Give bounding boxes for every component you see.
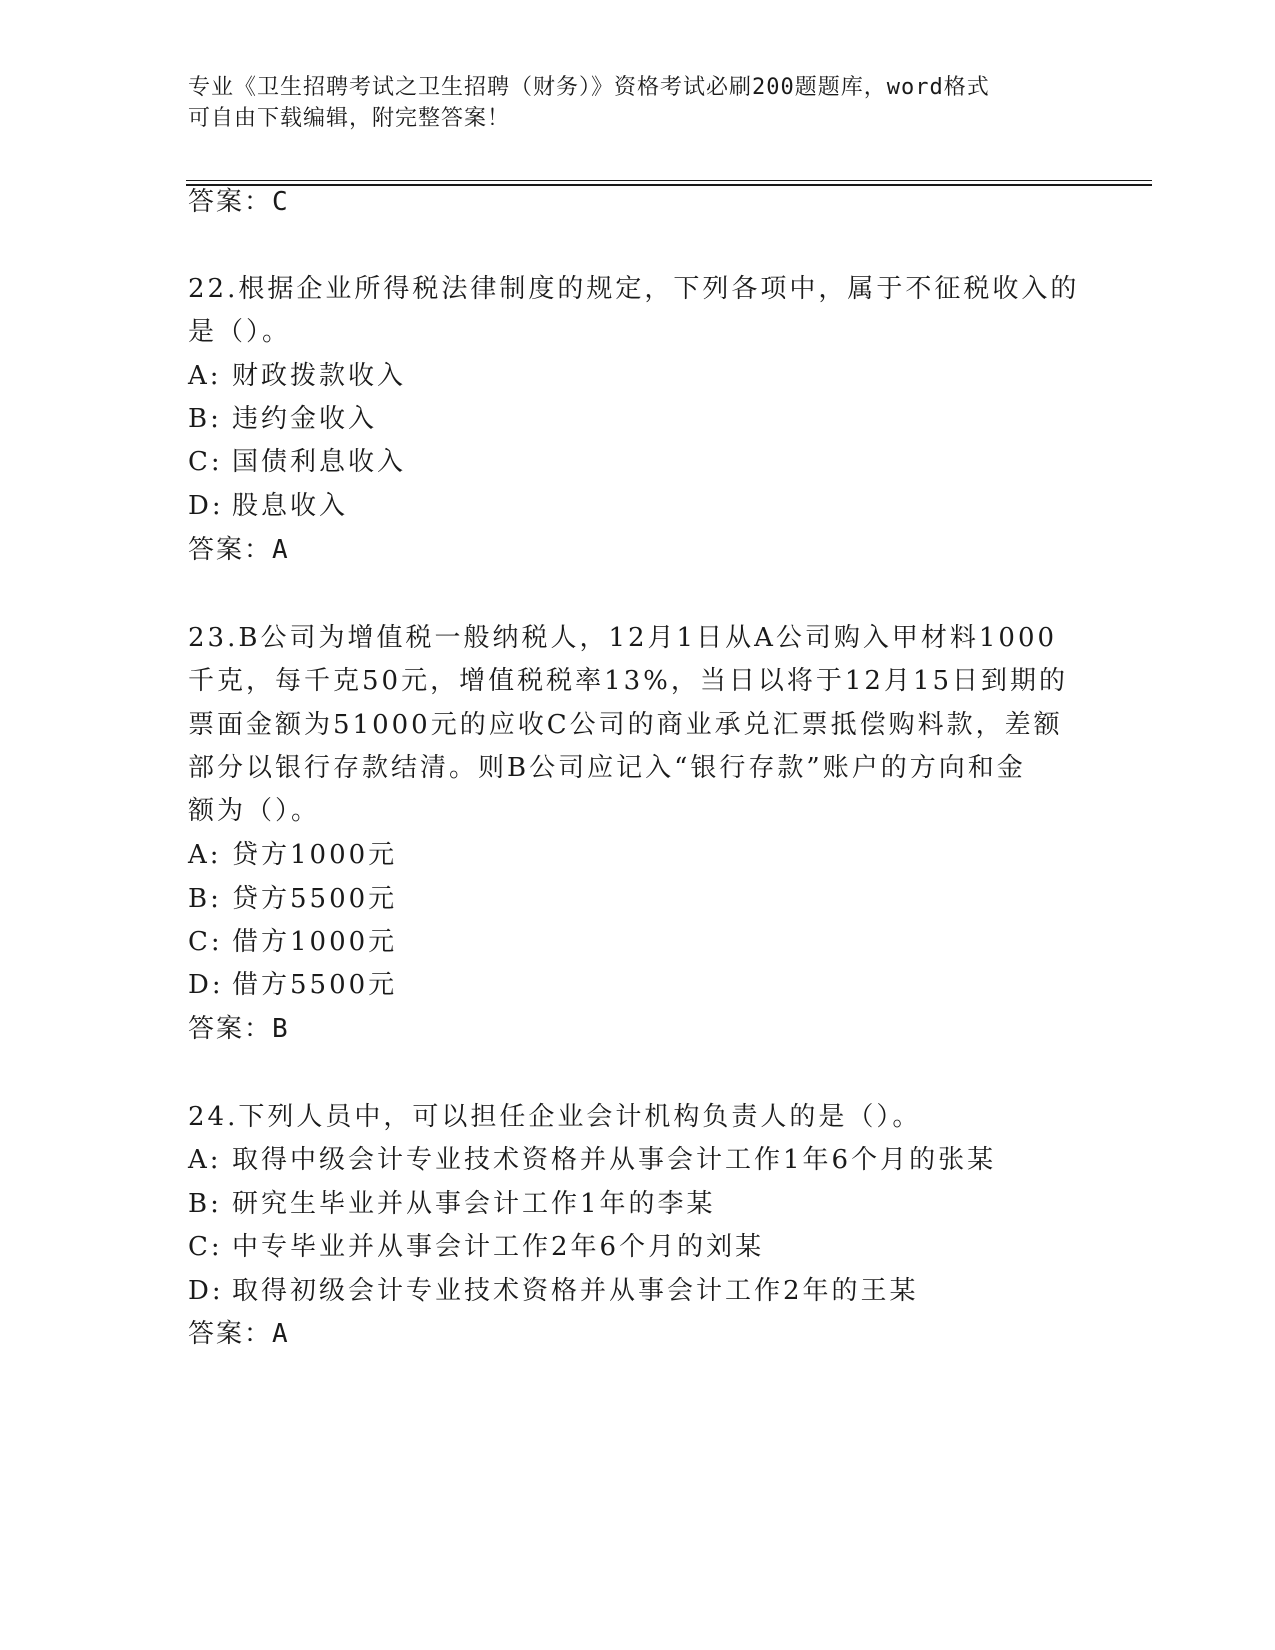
question-23-stem-line-1: 23.B公司为增值税一般纳税人，12月1日从A公司购入甲材料1000 [188,623,1058,653]
option-letter: D: [188,970,224,1000]
option-letter: B: [188,884,222,914]
option-text: 贷方1000元 [232,840,398,870]
option-letter: B: [188,404,222,434]
option-letter: D: [188,491,224,521]
option-text: 股息收入 [232,491,349,521]
question-23-option-b [188,881,397,917]
option-text: 研究生毕业并从事会计工作1年的李某 [232,1189,716,1219]
question-22-option-c [188,444,406,480]
question-23-answer: 答案：B [188,1014,290,1044]
question-24-option-b [188,1186,716,1222]
option-text: 国债利息收入 [232,447,407,477]
header-divider-thick [186,184,1152,186]
option-letter: D: [188,1276,224,1306]
question-22-answer: 答案：A [188,535,290,565]
question-23-option-a [188,837,397,873]
option-text: 取得初级会计专业技术资格并从事会计工作2年的王某 [232,1276,919,1306]
option-text: 借方5500元 [232,970,398,1000]
option-text: 借方1000元 [232,927,398,957]
question-23-option-c [188,924,397,960]
question-24-stem-line-1: 24.下列人员中，可以担任企业会计机构负责人的是（）。 [188,1102,922,1132]
question-24-option-d [188,1273,919,1309]
question-22-option-b [188,401,377,437]
option-letter: C: [188,1232,223,1262]
option-text: 贷方5500元 [232,884,398,914]
previous-answer: 答案：C [188,187,290,217]
option-letter: C: [188,447,223,477]
question-24-answer: 答案：A [188,1319,290,1349]
question-24-option-a [188,1142,996,1178]
question-23-stem-line-2: 千克，每千克50元，增值税税率13%，当日以将于12月15日到期的 [188,666,1069,696]
option-letter: A: [188,1145,222,1175]
header-divider-thin [186,180,1152,181]
option-text: 违约金收入 [232,404,378,434]
option-letter: A: [188,361,222,391]
option-text: 财政拨款收入 [232,361,407,391]
header-line-1: 专业《卫生招聘考试之卫生招聘（财务）》资格考试必刷200题题库，word格式 [188,75,990,100]
question-22-stem-line-2: 是（）。 [188,317,292,347]
option-letter: B: [188,1189,222,1219]
question-23-stem-line-4: 部分以银行存款结清。则B公司应记入“银行存款”账户的方向和金 [188,753,1026,783]
question-24-option-c [188,1229,764,1265]
question-23-stem-line-3: 票面金额为51000元的应收C公司的商业承兑汇票抵偿购料款，差额 [188,710,1063,740]
question-23-option-d [188,967,397,1003]
page-header [188,72,1088,134]
option-letter: A: [188,840,222,870]
option-text: 取得中级会计专业技术资格并从事会计工作1年6个月的张某 [232,1145,997,1175]
option-text: 中专毕业并从事会计工作2年6个月的刘某 [232,1232,765,1262]
question-22-stem-line-1: 22.根据企业所得税法律制度的规定，下列各项中，属于不征税收入的 [188,274,1080,304]
question-23-stem-line-5: 额为（）。 [188,796,321,826]
question-22-option-d [188,488,348,524]
question-22-option-a [188,358,406,394]
option-letter: C: [188,927,223,957]
header-line-2: 可自由下载编辑，附完整答案！ [188,106,511,131]
